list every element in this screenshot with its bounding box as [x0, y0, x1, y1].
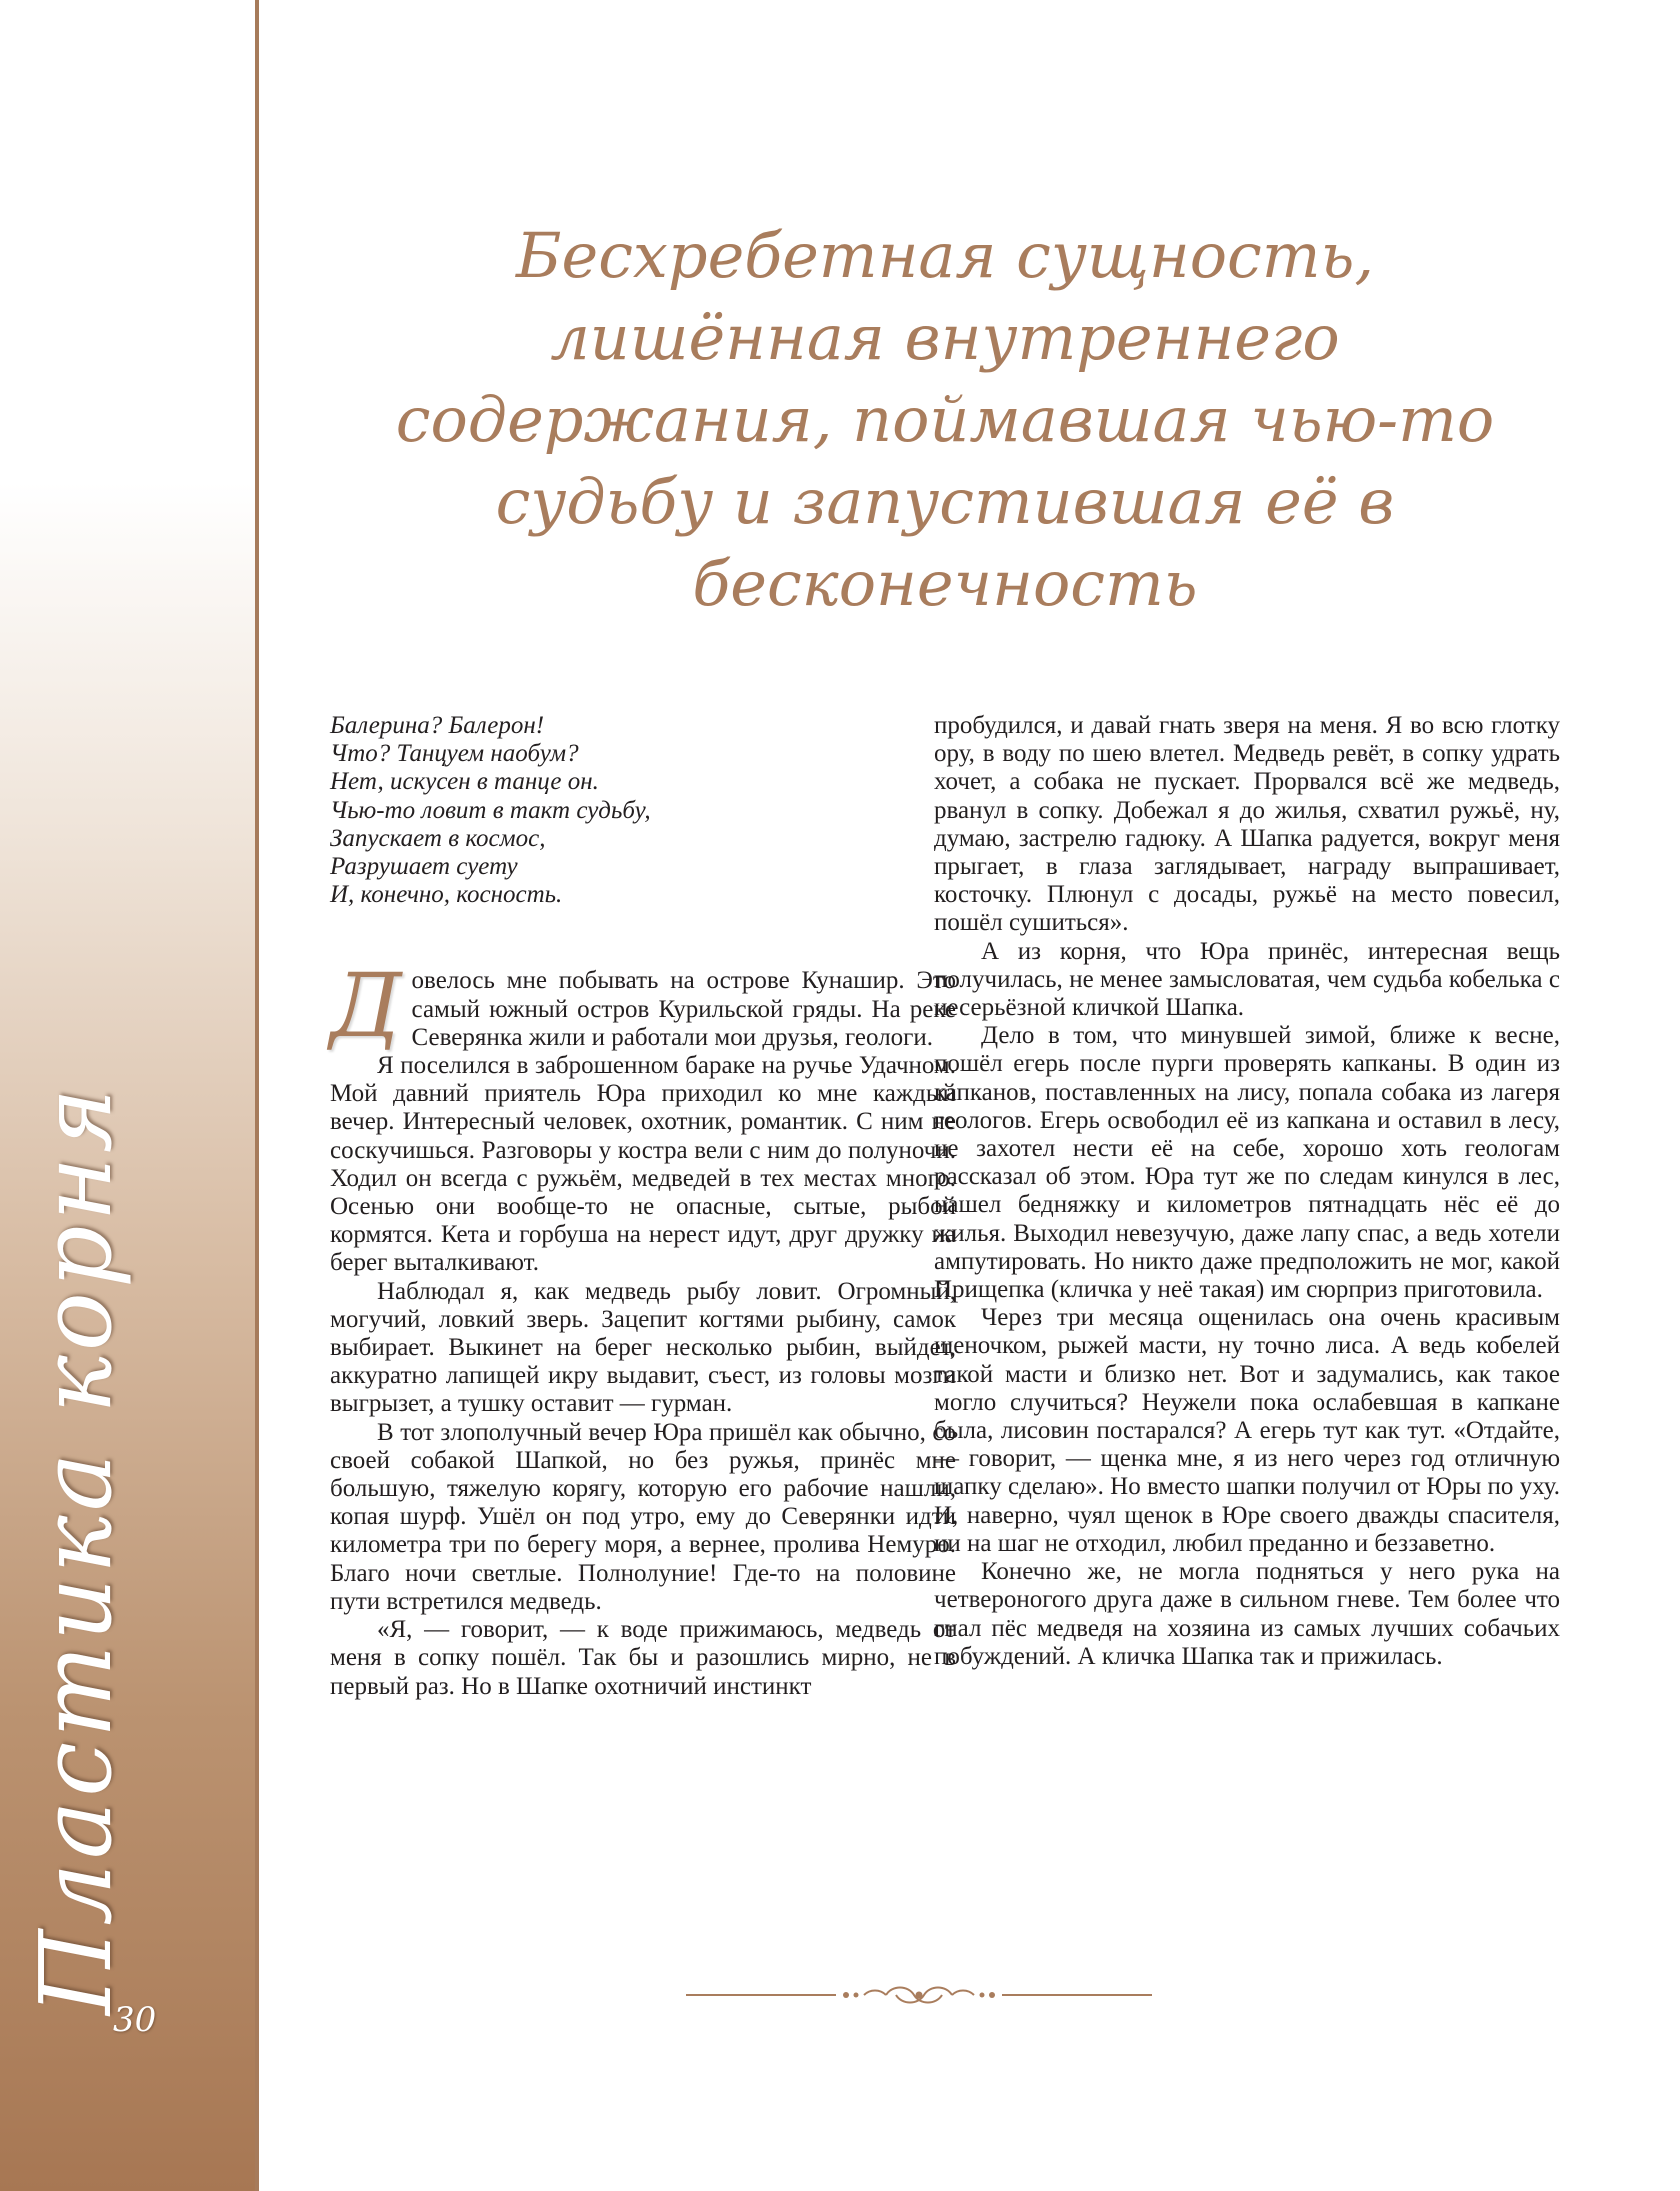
- section-title: Пластика корня: [20, 1083, 134, 2015]
- poem-line: Что? Танцуем наобум?: [330, 740, 579, 768]
- page-number: 30: [113, 2000, 157, 2040]
- right-column: [934, 712, 1560, 1671]
- poem-line: Запускает в космос,: [330, 824, 546, 852]
- article-paragraph: [330, 954, 956, 1058]
- article-paragraph: В тот злополучный вечер Юра пришёл как обычно, со своей собакой Шапкой, но без ружья, принёс мне большую, тяжелую корягу, которую его рабочие нашли, копая шурф. Ушёл он под утро, ему до Северянки идти километра три по берегу моря, а вернее, пролива Немуро. Благо ночи светлые. Полнолуние! Где-то на половине пути встретился медведь.: [330, 1418, 956, 1615]
- article-paragraph: «Я, — говорит, — к воде прижимаюсь, медведь от меня в сопку пошёл. Так бы и разошлись мирно, не в первый раз. Но в Шапке охотничий инстинкт: [330, 1616, 956, 1700]
- poem-line: Нет, искусен в танце он.: [330, 768, 599, 796]
- article-paragraph: Наблюдал я, как медведь рыбу ловит. Огромный, могучий, ловкий зверь. Зацепит когтями рыбину, самок выбирает. Выкинет на берег несколько рыбин, выйдет, аккуратно лапищей икру выдавит, съест, из головы мозги выгрызет, а тушку оставит — гурман.: [330, 1277, 956, 1418]
- drop-cap: Д: [330, 954, 402, 1058]
- poem-line: И, конечно, косность.: [330, 881, 563, 909]
- left-column: [330, 712, 956, 1701]
- first-paragraph-text: овелось мне побывать на острове Кунашир. Это самый южный остров Курильской гряды. На реке Северянка жили и работали мои друзья, геологи.: [411, 967, 956, 1051]
- article-headline: Бесхребетная сущность, лишённая внутреннего содержания, поймавшая чью-то судьбу и запустившая её в бесконечность: [395, 219, 1495, 620]
- poem-line: Балерина? Балерон!: [330, 712, 545, 739]
- sidebar-divider: [255, 0, 259, 2191]
- epigraph-poem: [330, 712, 956, 909]
- article-paragraph: Через три месяца ощенилась она очень красивым щеночком, рыжей масти, ну точно лиса. А ведь кобелей такой масти и близко нет. Вот и задумались, как такое могло случиться? Неужели пока ослабевшая в капкане была, лисовин постарался? А егерь тут как тут. «Отдайте, — говорит, — щенка мне, я из него через год отличную шапку сделаю». Но вместо шапки получил от Юры по уху. И, наверно, чуял щенок в Юре своего дважды спасителя, ни на шаг не отходил, любил преданно и беззаветно.: [934, 1304, 1560, 1557]
- article-paragraph: А из корня, что Юра принёс, интересная вещь получилась, не менее замысловатая, чем судьба кобелька с несерьёзной кличкой Шапка.: [934, 937, 1560, 1022]
- article-paragraph: Я поселился в заброшенном бараке на ручье Удачном. Мой давний приятель Юра приходил ко мне каждый вечер. Интересный человек, охотник, романтик. С ним не соскучишься. Разговоры у костра вели с ним до полуночи. Ходил он всегда с ружьём, медведей в тех местах много. Осенью они вообще-то не опасные, сытые, рыбой кормятся. Кета и горбуша на нерест идут, друг дружку на берег выталкивают.: [330, 1052, 956, 1277]
- article-paragraph: Конечно же, не могла подняться у него рука на четвероногого друга даже в сильном гневе. Тем более что гнал пёс медведя на хозяина из самых лучших собачьих побуждений. А кличка Шапка так и прижилась.: [934, 1558, 1560, 1670]
- poem-line: Чью-то ловит в такт судьбу,: [330, 796, 651, 824]
- poem-line: Разрушает суету: [330, 853, 518, 881]
- flourish-divider-icon: [686, 1983, 1152, 2007]
- article-paragraph: Дело в том, что минувшей зимой, ближе к весне, пошёл егерь после пурги проверять капканы. В один из капканов, поставленных на лису, попала собака из лагеря геологов. Егерь освободил её из капкана и оставил в лесу, не захотел нести её на себе, хорошо хоть геологам рассказал об этом. Юра тут же по следам кинулся в лес, нашел бедняжку и километров пятнадцать нёс её до жилья. Выходил невезучую, даже лапу спас, а ведь хотели ампутировать. Но никто даже предположить не мог, какой Прищепка (кличка у неё такая) им сюрприз приготовила.: [934, 1022, 1560, 1304]
- article-paragraph: пробудился, и давай гнать зверя на меня. Я во всю глотку ору, в воду по шею влетел. Медведь ревёт, в сопку удрать хочет, а собака не пускает. Прорвался всё же медведь, рванул в сопку. Добежал я до жилья, схватил ружьё, ну, думаю, застрелю гадюку. А Шапка радуется, вокруг меня прыгает, в глаза заглядывает, награду выпрашивает, косточку. Плюнул с досады, ружьё на место повесил, пошёл сушиться».: [934, 712, 1560, 937]
